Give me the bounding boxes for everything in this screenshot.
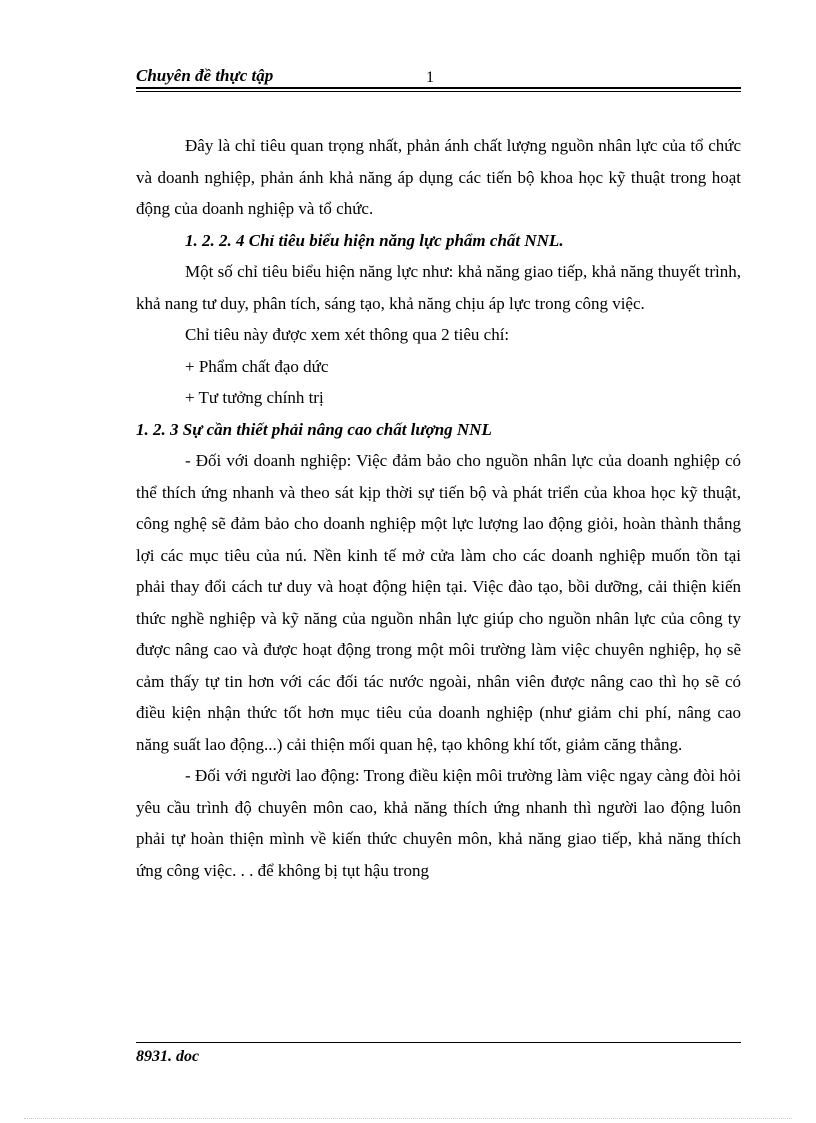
paragraph-for-enterprises: - Đối với doanh nghiệp: Việc đảm bảo cho nguồn nhân lực của doanh nghiệp có thể thích ứng nhanh và theo sát kịp thời sự tiến bộ và phát triển của khoa học kỹ thuật, công nghệ sẽ đảm bảo cho doanh nghiệp một lực lượng lao động giỏi, hoàn thành thắng lợi các mục tiêu của nú. Nền kinh tế mở cửa làm cho các doanh nghiệp muốn tồn tại phải thay đổi cách tư duy và hoạt động hiện tại. Việc đào tạo, bồi dưỡng, cải thiện kiến thức nghề nghiệp và kỹ năng của nguồn nhân lực giúp cho nguồn nhân lực của công ty được nâng cao và được hoạt động trong một môi trường làm việc chuyên nghiệp, họ sẽ cảm thấy tự tin hơn với các đối tác nước ngoài, nhân viên được nâng cao thì họ sẽ có điều kiện nhận thức tốt hơn mục tiêu của doanh nghiệp (như giảm chi phí, nâng cao năng suất lao động...) cải thiện mối quan hệ, tạo không khí tốt, giảm căng thẳng. [136,451,741,754]
section-heading-1-2-3: 1. 2. 3 Sự cần thiết phải nâng cao chất lượng NNL [136,419,492,439]
section-heading-1-2-2-4: 1. 2. 2. 4 Chỉ tiêu biểu hiện năng lực phẩm chất NNL. [185,230,564,250]
paragraph-quality-indicator: Đây là chỉ tiêu quan trọng nhất, phản ánh chất lượng nguồn nhân lực của tổ chức và doanh nghiệp, phản ánh khả năng áp dụng các tiến bộ khoa học kỹ thuật trong hoạt động của doanh nghiệp và tổ chức. [136,136,741,218]
page-number: 1 [426,69,434,86]
header-title: Chuyên đề thực tập [136,66,274,85]
header-rule-thin [136,91,741,92]
list-item-political-ideology: + Tư tưởng chính trị [185,388,324,407]
list-item-ethics: + Phẩm chất đạo dức [185,356,329,376]
document-body [136,130,741,886]
footer-filename: 8931. doc [136,1048,200,1065]
header-rule-thick [136,87,741,89]
paragraph-competency-indicators: Một số chỉ tiêu biểu hiện năng lực như: khả năng giao tiếp, khả năng thuyết trình, khả nang tư duy, phân tích, sáng tạo, khả năng chịu áp lực trong công việc. [136,262,741,313]
footer-rule [136,1042,741,1043]
paragraph-criteria-intro: Chỉ tiêu này được xem xét thông qua 2 tiêu chí: [185,325,510,344]
page-boundary [24,1118,792,1119]
paragraph-for-workers: - Đối với người lao động: Trong điều kiện môi trường làm việc ngay càng đòi hỏi yêu cầu trình độ chuyên môn cao, khả năng thích ứng nhanh thì người lao động luôn phải tự hoàn thiện mình về kiến thức chuyên môn, khả năng giao tiếp, khả năng thích ứng công việc. . . để không bị tụt hậu trong [136,766,741,880]
